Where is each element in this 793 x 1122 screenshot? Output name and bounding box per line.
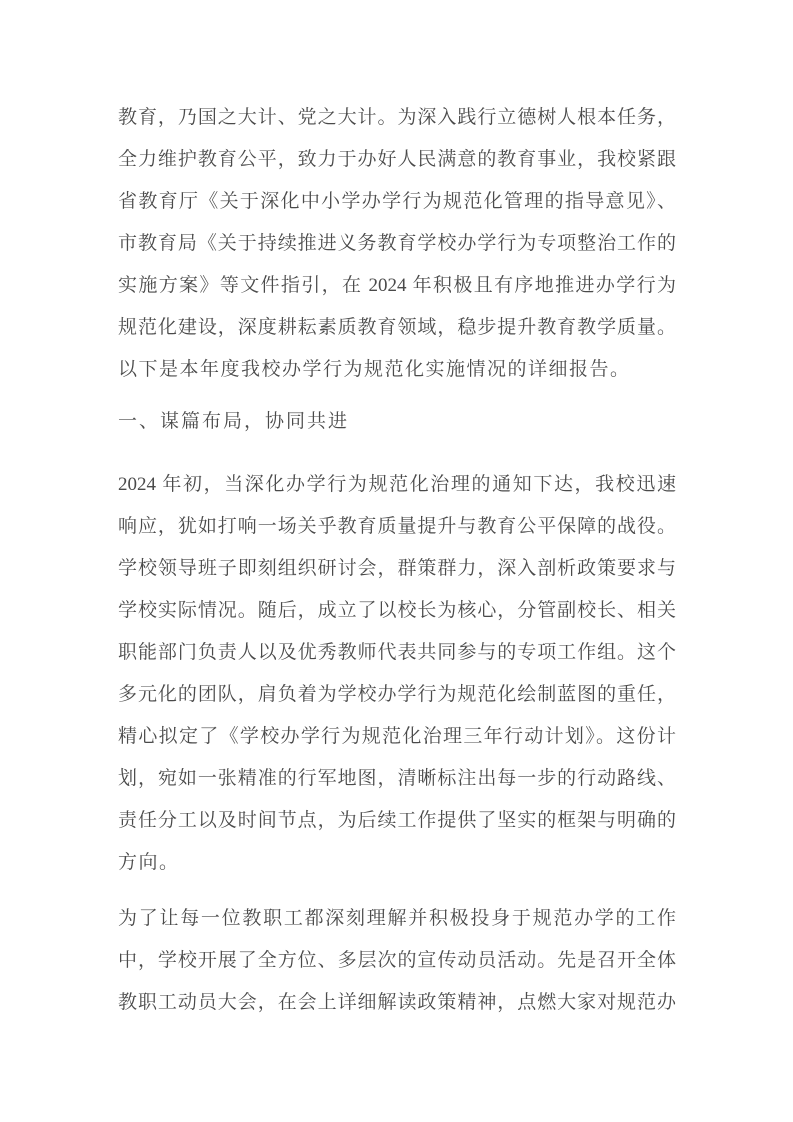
text-line: 责任分工以及时间节点，为后续工作提供了坚实的框架与明确的 [118,810,676,831]
text-line: 市教育局《关于持续推进义务教育学校办学行为专项整治工作的 [118,233,676,254]
text-line: 方向。 [118,852,180,873]
text-line: 学校实际情况。随后，成立了以校长为核心，分管副校长、相关 [118,600,676,621]
text-line: 学校领导班子即刻组织研讨会，群策群力，深入剖析政策要求与 [118,558,676,579]
text-line: 以下是本年度我校办学行为规范化实施情况的详细报告。 [118,359,631,380]
text-line: 多元化的团队，肩负着为学校办学行为规范化绘制蓝图的重任， [118,684,676,705]
section-1-paragraph-2 [118,898,676,1024]
intro-paragraph [118,97,676,391]
text-line: 教育，乃国之大计、党之大计。为深入践行立德树人根本任务， [118,107,676,128]
section-1-paragraph-1 [118,464,676,884]
text-line: 职能部门负责人以及优秀教师代表共同参与的专项工作组。这个 [118,642,676,663]
text-line: 规范化建设，深度耕耘素质教育领域，稳步提升教育教学质量。 [118,317,676,338]
text-line: 响应，犹如打响一场关乎教育质量提升与教育公平保障的战役。 [118,516,676,537]
text-line: 划，宛如一张精准的行军地图，清晰标注出每一步的行动路线、 [118,768,676,789]
text-line: 2024 年初，当深化办学行为规范化治理的通知下达，我校迅速 [118,474,676,495]
text-line: 精心拟定了《学校办学行为规范化治理三年行动计划》。这份计 [118,726,676,747]
section-1-heading [118,401,676,443]
text-line: 全力维护教育公平，致力于办好人民满意的教育事业，我校紧跟 [118,149,676,170]
text-line: 中，学校开展了全方位、多层次的宣传动员活动。先是召开全体 [118,950,676,971]
text-line: 教职工动员大会，在会上详细解读政策精神，点燃大家对规范办 [118,992,676,1013]
text-line: 省教育厅《关于深化中小学办学行为规范化管理的指导意见》、 [118,191,676,212]
text-line: 实施方案》等文件指引，在 2024 年积极且有序地推进办学行为 [118,275,676,296]
heading-line: 一、谋篇布局，协同共进 [118,411,350,432]
text-line: 为了让每一位教职工都深刻理解并积极投身于规范办学的工作 [118,908,676,929]
